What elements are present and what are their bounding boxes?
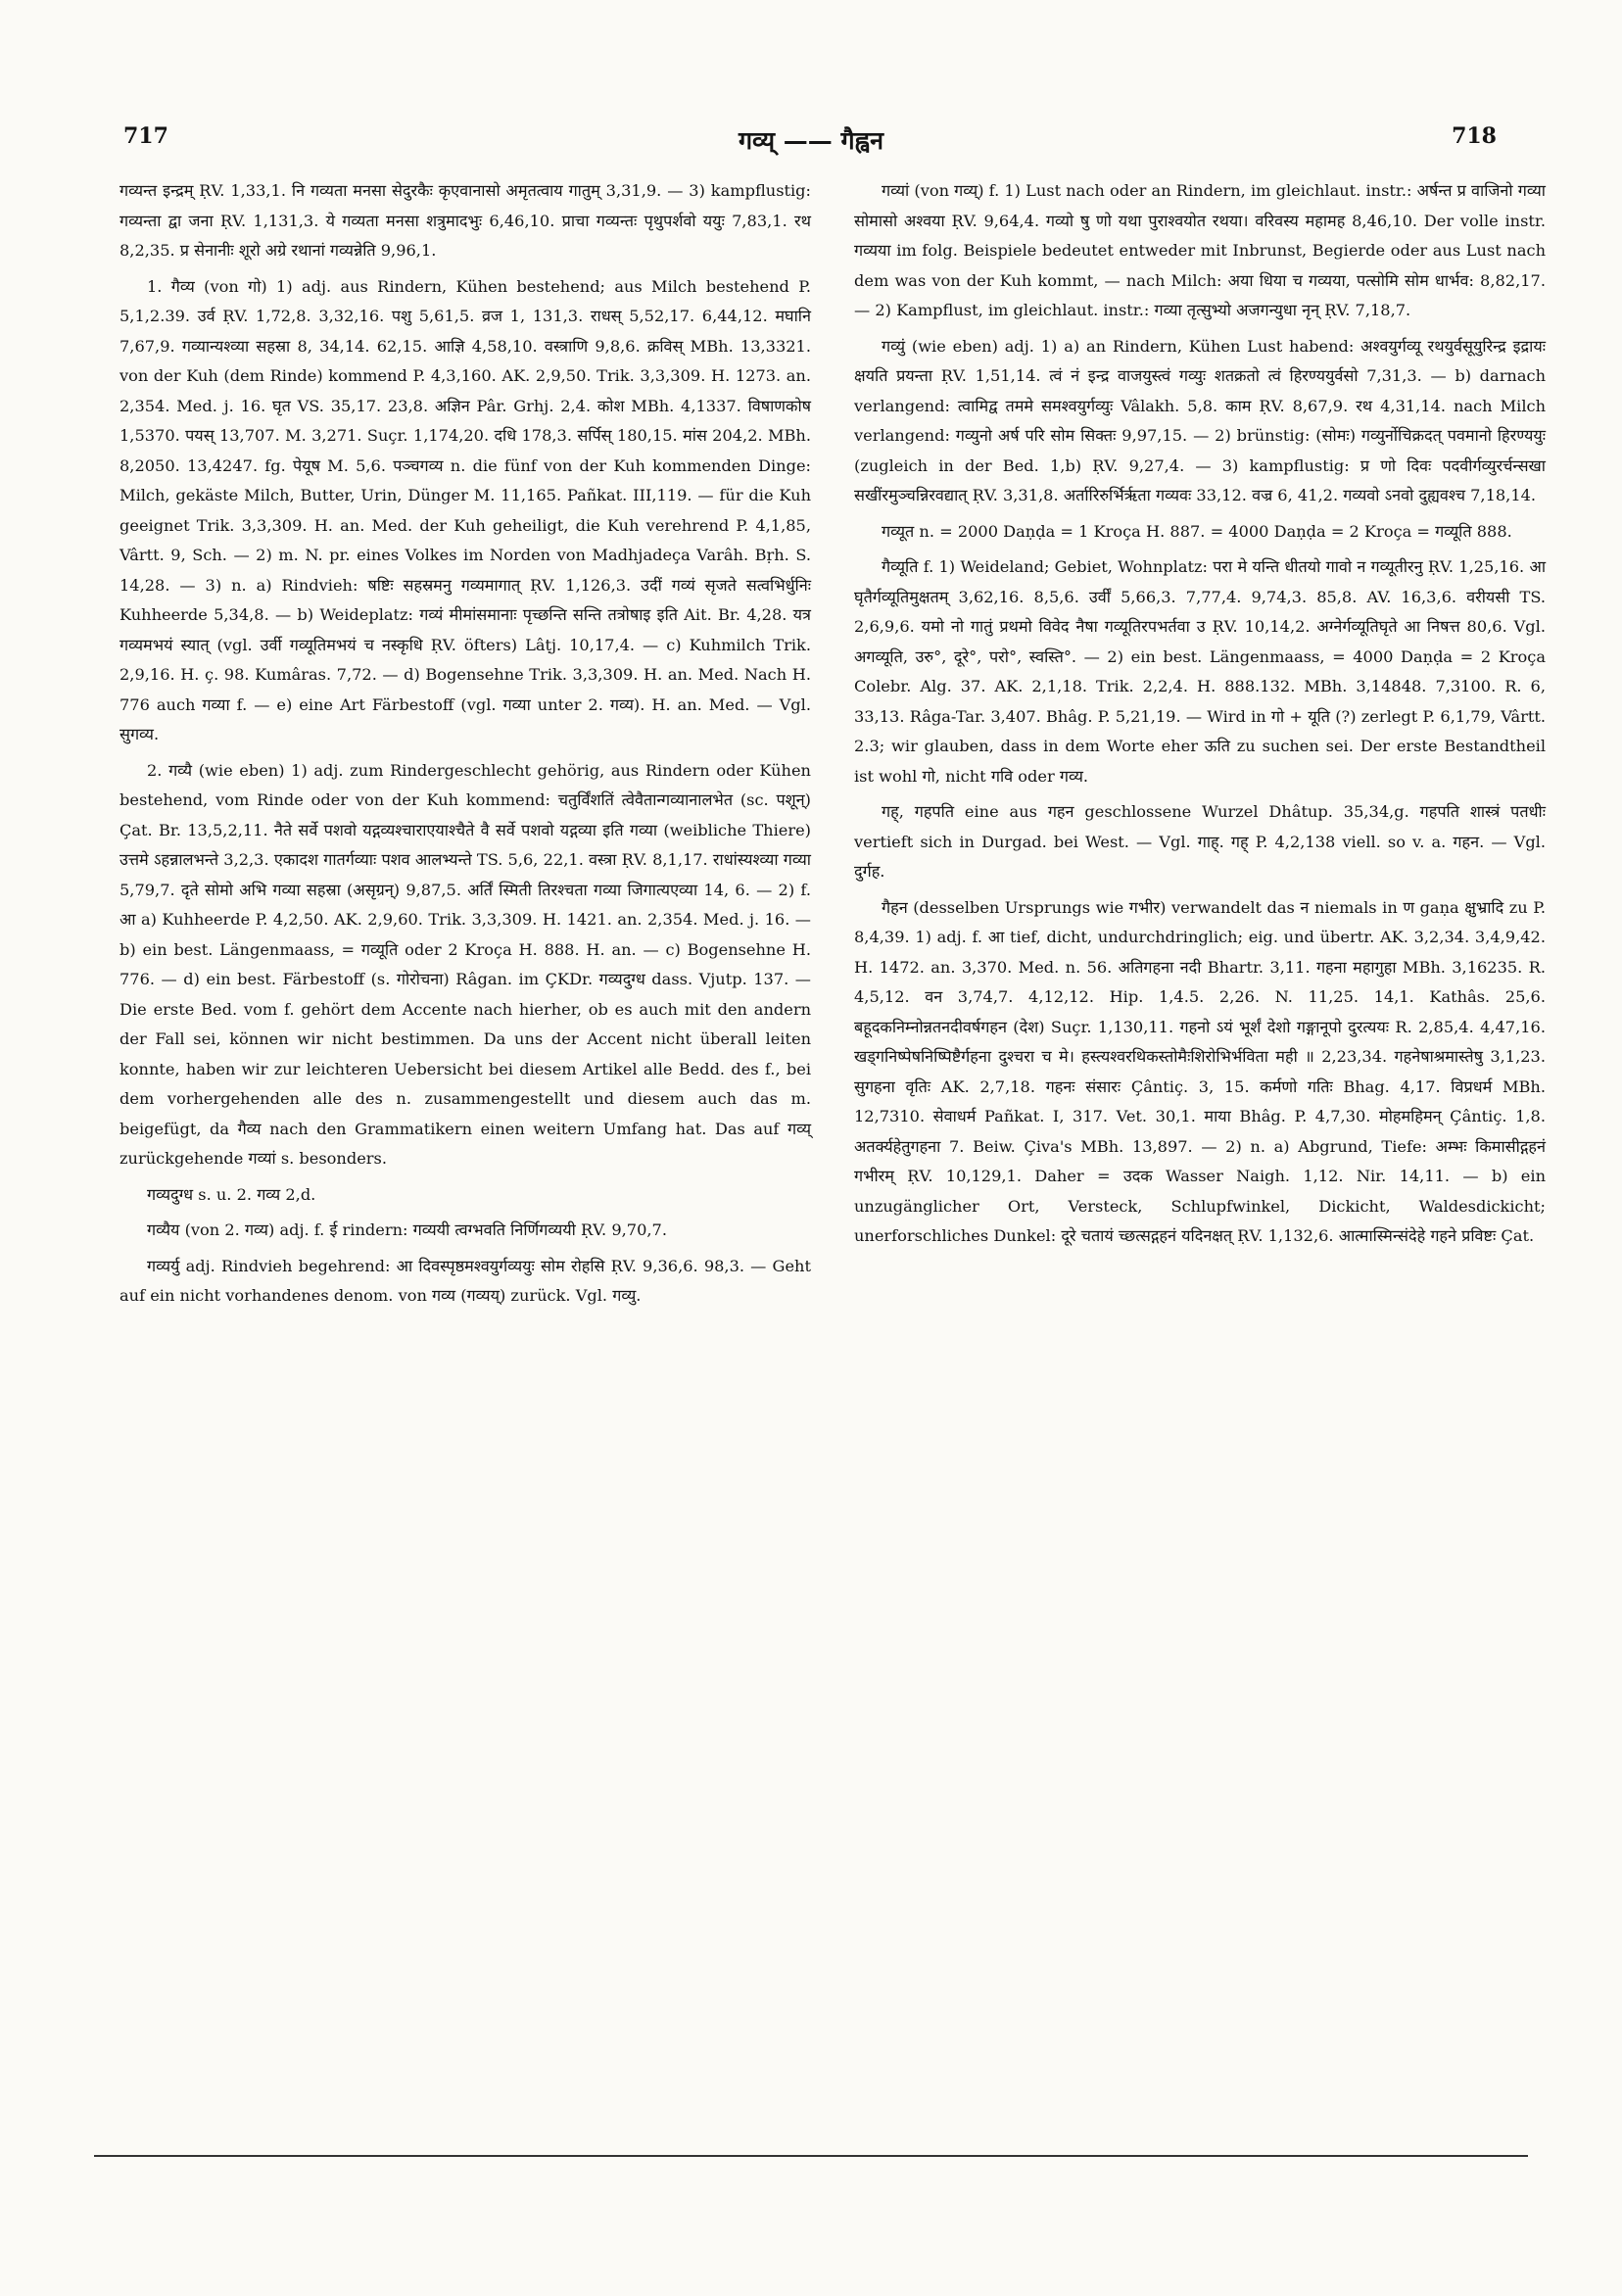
- entry-text: गव्यैय (von 2. गव्य) adj. f. ई rindern: गव्ययी त्वग्भवति निर्णिगव्ययी ṚV. 9,70,7.: [147, 1220, 667, 1239]
- entry-text: गैहन (desselben Ursprungs wie गभीर) verwandelt das न niemals in ण gaṇa क्षुभ्रादि zu P. 8,4,39. 1) adj. f. आ tief, dicht, undurchdringlich; eig. und übertr. AK. 3,2,34. 3,4,9,42. H. 1472. an. 3,370. Med. n. 56. अतिगहना नदी Bhartr. 3,11. गहना महागुहा MBh. 3,16235. R. 4,5,12. वन 3,74,7. 4,12,12. Hip. 1,4.5. 2,26. N. 11,25. 14,1. Kathâs. 25,6. बहूदकनिम्नोन्नतनदीवर्षगहन (देश) Suçr. 1,130,11. गहनो ऽयं भूर्शं देशो गङ्गानूपो दुरत्ययः R. 2,85,4. 4,47,16. खड्गनिष्पेषनिष्पिष्टैर्गहना दुश्चरा च मे। हस्त्यश्वरथिकस्तोमैःशिरोभिर्भविता मही ॥ 2,23,34. गहनेषाश्रमास्तेषु 3,1,23. सुगहना वृतिः AK. 2,7,18. गहनः संसारः Çântiç. 3, 15. कर्मणो गतिः Bhag. 4,17. विप्रधर्म MBh. 12,7310. सेवाधर्म Pañkat. I, 317. Vet. 30,1. माया Bhâg. P. 4,7,30. मोहमहिमन् Çântiç. 1,8. अतर्क्यहेतुगहना 7. Beiw. Çiva's MBh. 13,897. — 2) n. a) Abgrund, Tiefe: अम्भः किमासीद्गहनं गभीरम् ṚV. 10,129,1. Daher = उदक Wasser Naigh. 1,12. Nir. 14,11. — b) ein unzugänglicher Ort, Versteck, Schlupfwinkel, Dickicht, Waldesdickicht; unerforschliches Dunkel: दूरे चतायं च्छत्सद्गहनं यदिनक्षत् ṚV. 1,132,6. आत्मास्मिन्संदेहे गहने प्रविष्टः Çat.: [854, 897, 1546, 1245]
- footer-rule: [94, 2155, 1528, 2157]
- entry-text: गव्यूत n. = 2000 Daṇḍa = 1 Kroça H. 887. = 4000 Daṇḍa = 2 Kroça = गव्यूति 888.: [882, 521, 1512, 541]
- entry-text: गैव्यूति f. 1) Weideland; Gebiet, Wohnplatz: परा मे यन्ति धीतयो गावो न गव्यूतीरनु ṚV. 1,25,16. आ घृतैर्गव्यूतिमुक्षतम् 3,62,16. 8,5,6. उर्वीं 5,66,3. 7,77,4. 9,74,3. 85,8. AV. 16,3,6. वरीयसी TS. 2,6,9,6. यमो नो गातुं प्रथमो विवेद नैषा गव्यूतिरपभर्तवा उ ṚV. 10,14,2. अग्नेर्गव्यूतिघृते आ निषत्त 80,6. Vgl. अगव्यूति, उरु°, दूरे°, परो°, स्वस्ति°. — 2) ein best. Längenmaass, = 4000 Daṇḍa = 2 Kroça Colebr. Alg. 37. AK. 2,1,18. Trik. 2,2,4. H. 888.132. MBh. 3,14848. 7,3100. R. 6, 33,13. Râga-Tar. 3,407. Bhâg. P. 5,21,19. — Wird in गो + यूति (?) zerlegt P. 6,1,79, Vârtt. 2.3; wir glauben, dass in dem Worte eher ऊति zu suchen sei. Der erste Bestandtheil ist wohl गो, nicht गवि oder गव्य.: [854, 557, 1546, 786]
- running-head: गव्य् —— गैह्वन: [738, 126, 884, 155]
- entry-text: गव्युं (wie eben) adj. 1) a) an Rindern, Kühen Lust habend: अश्वयुर्गव्यू रथयुर्वसूयुरिन्द्र इद्रायः क्षयति प्रयन्ता ṚV. 1,51,14. त्वं नं इन्द्र वाजयुस्त्वं गव्युः शतक्रतो त्वं हिरण्ययुर्वसो 7,31,3. — b) darnach verlangend: त्वामिद्व तममे समश्वयुर्गव्युः Vâlakh. 5,8. काम ṚV. 8,67,9. रथ 4,31,14. nach Milch verlangend: गव्युनो अर्ष परि सोम सिक्तः 9,97,15. — 2) brünstig: (सोमः) गव्युर्नोचिक्रदत् पवमानो हिरण्ययुः (zugleich in der Bed. 1,b) ṚV. 9,27,4. — 3) kampflustig: प्र णो दिवः पदवीर्गव्युरर्चन्सखा सखींरमुञ्चन्निरवद्यात् ṚV. 3,31,8. अर्तारिरुर्भिर्ऋता गव्यवः 33,12. वज्र 6, 41,2. गव्यवो ऽनवो दुह्यवश्च 7,18,14.: [854, 336, 1546, 504]
- entry-text: गव्यां (von गव्य्) f. 1) Lust nach oder an Rindern, im gleichlaut. instr.: अर्षन्त प्र वाजिनो गव्या सोमासो अश्वया ṚV. 9,64,4. गव्यो षु णो यथा पुराश्वयोत रथया। वरिवस्य महामह 8,46,10. Der volle instr. गव्यया im folg. Beispiele bedeutet entweder mit Inbrunst, Begierde oder aus Lust nach dem was von der Kuh kommt, — nach Milch: अया धिया च गव्यया, पत्सोमि सोम धार्भव: 8,82,17. — 2) Kampflust, im gleichlaut. instr.: गव्या तृत्सुभ्यो अजगन्युधा नृन् ṚV. 7,18,7.: [854, 181, 1546, 319]
- entry-text: गव्यन्त इन्द्रम् ṚV. 1,33,1. नि गव्यता मनसा सेदुरकैः कृएवानासो अमृतत्वाय गातुम् 3,31,9. — 3) kampflustig: गव्यन्ता द्वा जना ṚV. 1,131,3. ये गव्यता मनसा शत्रुमादभुः 6,46,10. प्राचा गव्यन्तः पृथुपर्शवो ययुः 7,83,1. रथ 8,2,35. प्र सेनानीः शूरो अग्रे रथानां गव्यन्नेति 9,96,1.: [119, 181, 811, 260]
- right-column: [854, 176, 1546, 1258]
- page-number-right: 718: [1452, 123, 1497, 149]
- left-column: [119, 176, 811, 1317]
- entry-text: गह्, गहपति eine aus गहन geschlossene Wurzel Dhâtup. 35,34,g. गहपति शास्त्रं पतधीः vertieft sich in Durgad. bei West. — Vgl. गाह्. गह् P. 4,2,138 viell. so v. a. गहन. — Vgl. दुर्गह.: [854, 802, 1546, 881]
- entry-text: 2. गव्यै (wie eben) 1) adj. zum Rindergeschlecht gehörig, aus Rindern oder Kühen bestehend, vom Rinde oder von der Kuh kommend: चतुर्विंशतिं त्वेवैतान्गव्यानालभेत (sc. पशून्) Çat. Br. 13,5,2,11. नैते सर्वे पशवो यद्गव्यश्चाराएयाश्चैते वै सर्वे पशवो यद्गव्या इति गव्या (weibliche Thiere) उत्तमे ऽहन्नालभन्ते 3,2,3. एकादश गातर्गव्याः पशव आलभ्यन्ते TS. 5,6, 22,1. वस्त्रा ṚV. 8,1,17. राधांस्यश्व्या गव्या 5,79,7. दृते सोमो अभि गव्या सहस्रा (असृग्रन्) 9,87,5. अर्तिं स्मिती तिरश्चता गव्या जिगात्यएव्या 14, 6. — 2) f. आ a) Kuhheerde P. 4,2,50. AK. 2,9,60. Trik. 3,3,309. H. 1421. an. 2,354. Med. j. 16. — b) ein best. Längenmaass, = गव्यूति oder 2 Kroça H. 888. H. an. — c) Bogensehne H. 776. — d) ein best. Färbestoff (s. गोरोचना) Râgan. im ÇKDr. गव्यदुग्ध dass. Vjutp. 137. — Die erste Bed. vom f. gehört dem Accente nach hierher, ob es auch mit den andern der Fall sei, können wir nicht bestimmen. Da uns der Accent nicht überall leiten konnte, haben wir zur leichteren Uebersicht bei diesem Artikel alle Bedd. des f., bei dem vorhergehenden alle des n. zusammengestellt und diesem auch das m. beigefügt, da गैव्य nach den Grammatikern einen weitern Umfang hat. Das auf गव्य् zurückgehende गव्यां s. besonders.: [119, 760, 811, 1168]
- entry-text: गव्यर्यु adj. Rindvieh begehrend: आ दिवस्पृष्ठमश्वयुर्गव्ययुः सोम रोहसि ṚV. 9,36,6. 98,3. — Geht auf ein nicht vorhandenes denom. von गव्य (गव्यय्) zurück. Vgl. गव्यु.: [119, 1256, 811, 1305]
- entry-text: 1. गैव्य (von गो) 1) adj. aus Rindern, Kühen bestehend; aus Milch bestehend P. 5,1,2.39. उर्व ṚV. 1,72,8. 3,32,16. पशु 5,61,5. व्रज 1, 131,3. राधस् 5,52,17. 6,44,12. मघानि 7,67,9. गव्यान्यश्व्या सहस्रा 8, 34,14. 62,15. आज्ञि 4,58,10. वस्त्राणि 9,8,6. क्रविस् MBh. 13,3321. von der Kuh (dem Rinde) kommend P. 4,3,160. AK. 2,9,50. Trik. 3,3,309. H. 1273. an. 2,354. Med. j. 16. घृत VS. 35,17. 23,8. अज्ञिन Pâr. Grhj. 2,4. कोश MBh. 4,1337. विषाणकोष 1,5370. पयस् 13,707. M. 3,271. Suçr. 1,174,20. दधि 178,3. सर्पिस् 180,15. मांस 204,2. MBh. 8,2050. 13,4247. fg. पेयूष M. 5,6. पञ्चगव्य n. die fünf von der Kuh kommenden Dinge: Milch, gekäste Milch, Butter, Urin, Dünger M. 11,165. Pañkat. III,119. — für die Kuh geeignet Trik. 3,3,309. H. an. Med. der Kuh geheiligt, die Kuh verehrend P. 4,1,85, Vârtt. 9, Sch. — 2) m. N. pr. eines Volkes im Norden von Madhjadeça Varâh. Bṛh. S. 14,28. — 3) n. a) Rindvieh: षष्टिः सहस्रमनु गव्यमागात् ṚV. 1,126,3. उदीं गव्यं सृजते सत्वभिर्धुनिः Kuhheerde 5,34,8. — b) Weideplatz: गव्यं मीमांसमानाः पृच्छन्ति सन्ति तत्रोषाइ इति Ait. Br. 4,28. यत्र गव्यमभयं स्यात् (vgl. उर्वी गव्यूतिमभयं च नस्कृधि ṚV. öfters) Lâṭj. 10,17,4. — c) Kuhmilch Trik. 2,9,16. H. ç. 98. Kumâras. 7,72. — d) Bogensehne Trik. 3,3,309. H. an. Med. Nach H. 776 auch गव्या f. — e) eine Art Färbestoff (vgl. गव्या unter 2. गव्य). H. an. Med. — Vgl. सुगव्य.: [119, 276, 811, 743]
- page-number-left: 717: [123, 123, 168, 149]
- entry-text: गव्यदुग्ध s. u. 2. गव्य 2,d.: [147, 1184, 316, 1204]
